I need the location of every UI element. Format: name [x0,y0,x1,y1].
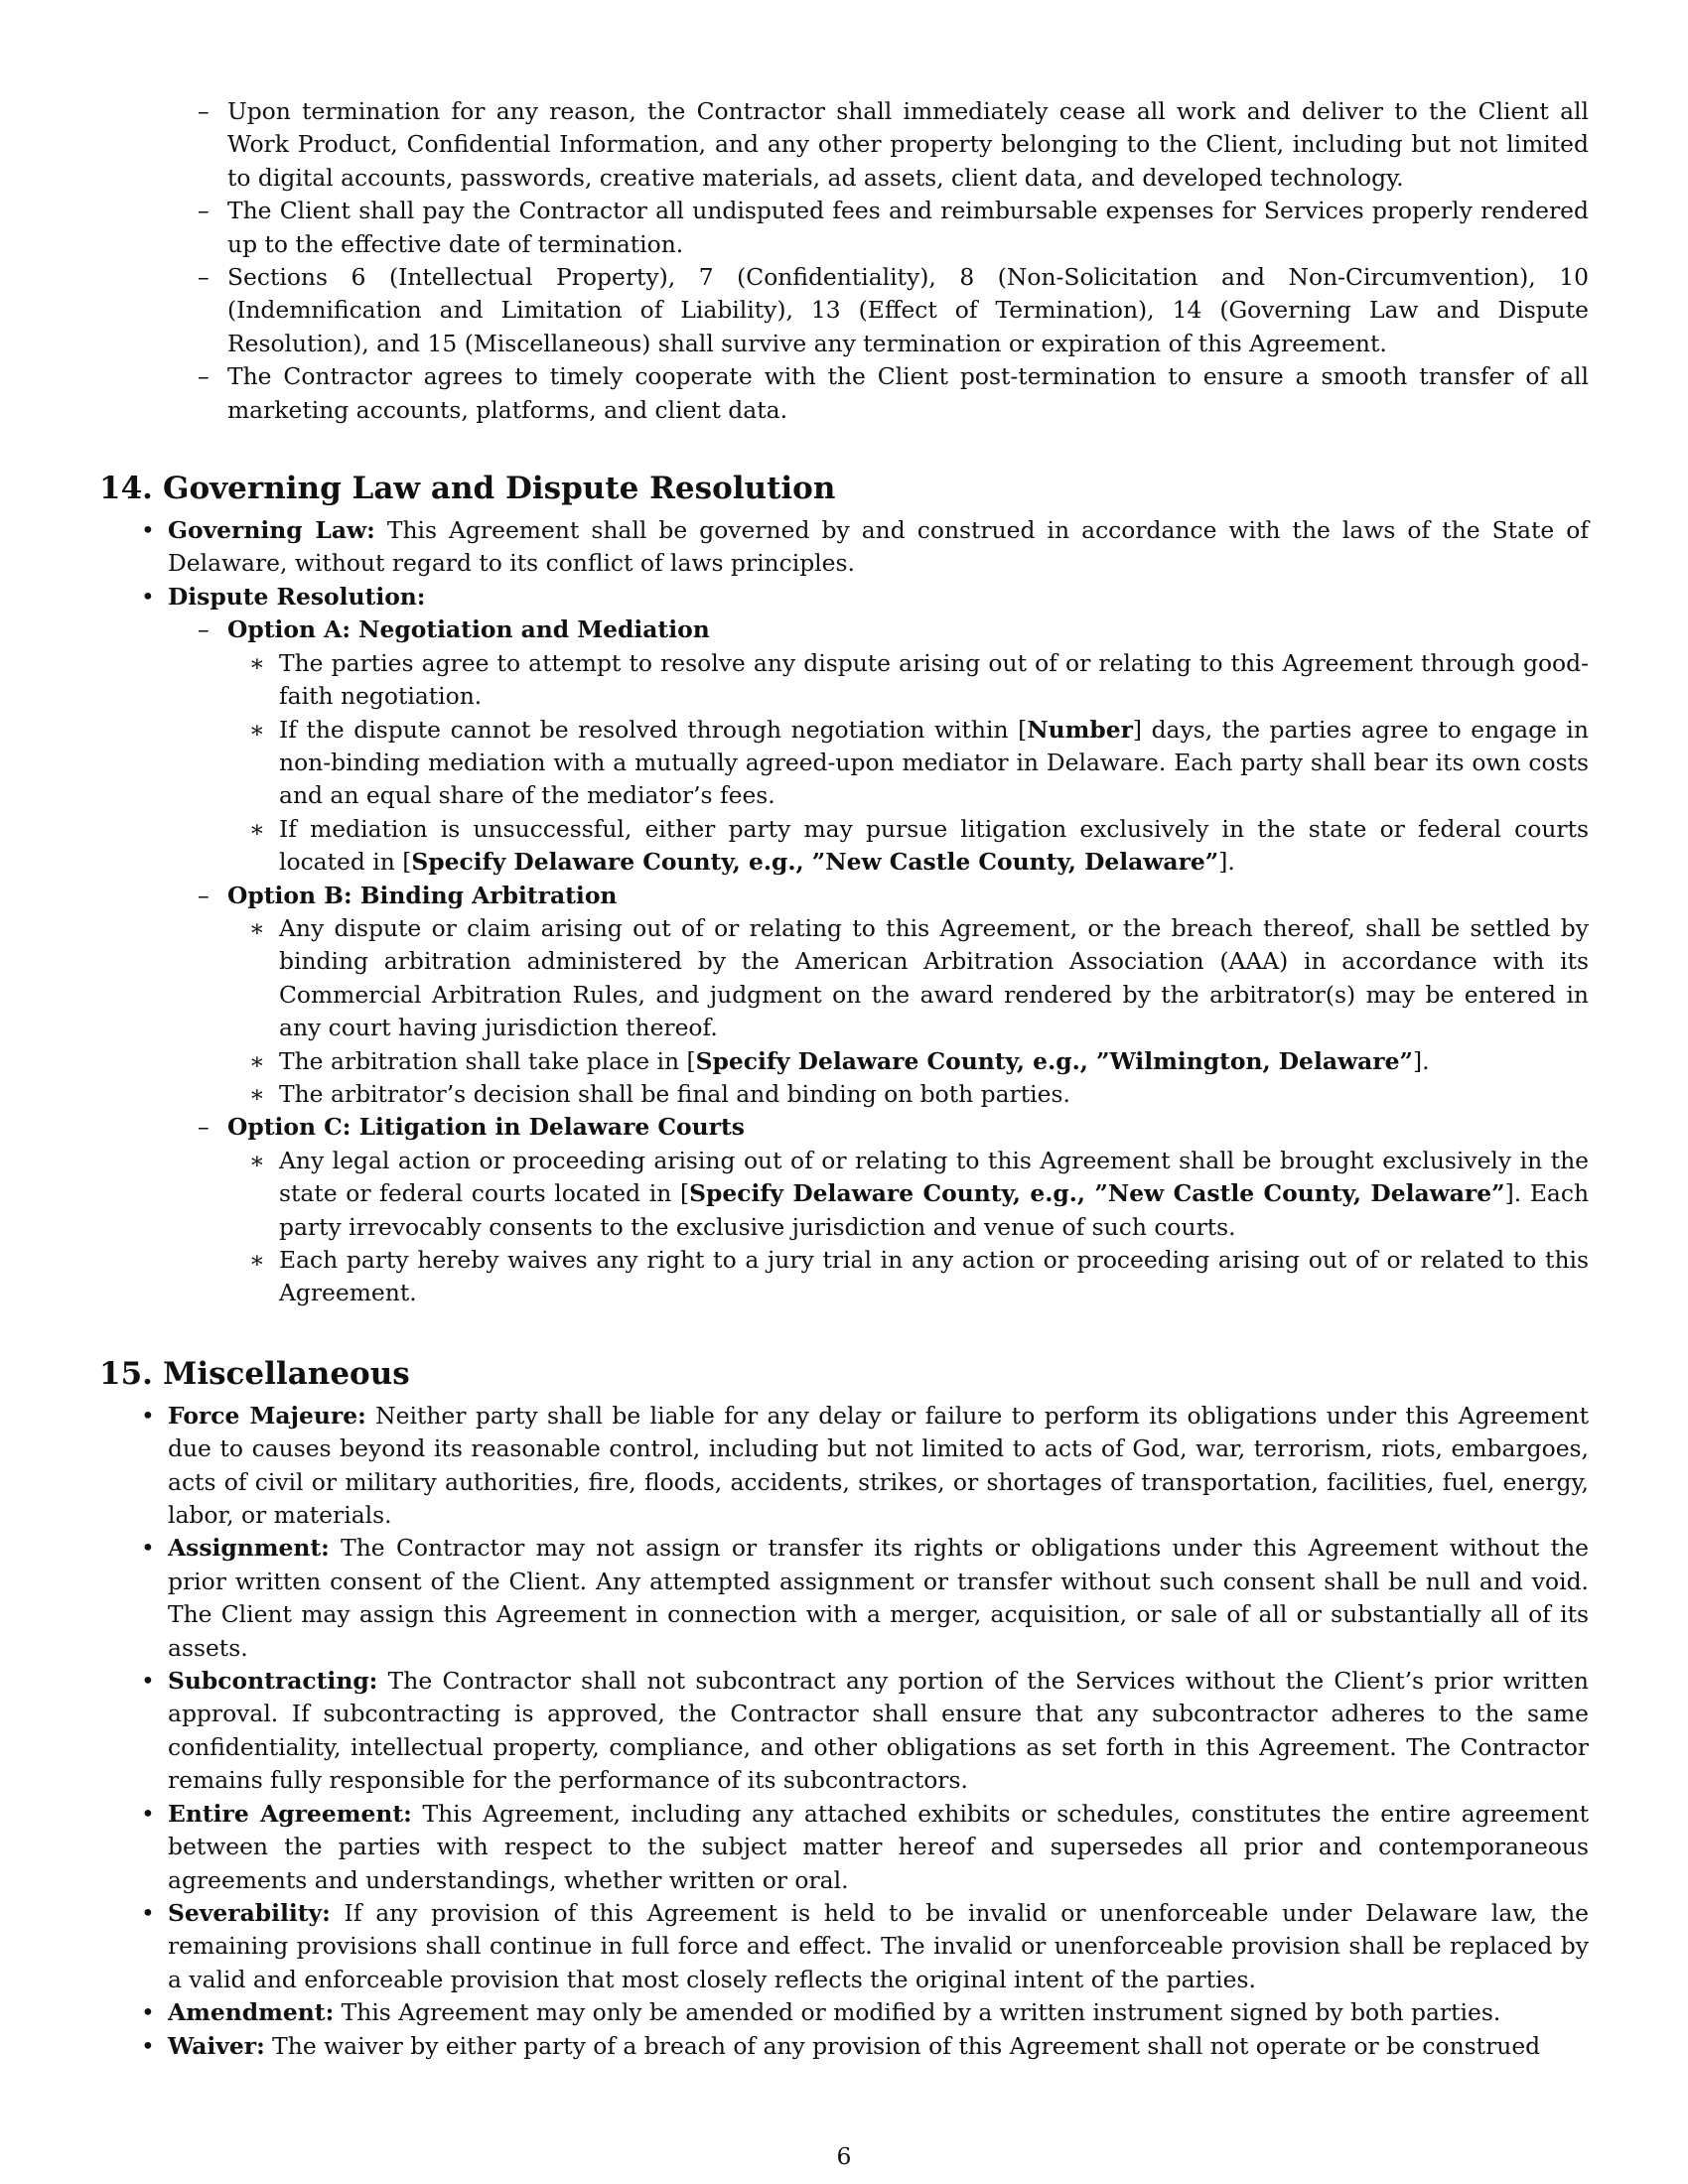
item-label: Governing Law: [168,516,375,545]
placeholder-number: Number [1027,715,1133,744]
section-14-list [99,514,1589,1310]
termination-list [99,95,1589,427]
item-text: The Contractor may not assign or transfer its rights or obligations under this Agreement without the prior written consent of the Client. Any attempted assignment or transfer without such consent shall be null and void. The Client may assign this Agreement in connection with a merger, acquisition, or sale of all or substantially all of its assets. [168,1534,1589,1662]
placeholder-county: Specify Delaware County, e.g., ”New Castle County, Delaware” [689,1179,1505,1208]
document-page [99,95,1589,2063]
option-a-item: ∗ If mediation is unsuccessful, either party may pursue litigation exclusively in the state or federal courts located in [Specify Delaware County, e.g., ”New Castle County, Delaware”]. [279,813,1589,880]
item-text: The Contractor shall not subcontract any portion of the Services without the Client’s prior written approval. If subcontracting is approved, the Contractor shall ensure that any subcontractor adheres to the same confidentiality, intellectual property, compliance, and other obligations as set forth in this Agreement. The Contractor remains fully responsible for the performance of its subcontractors. [168,1667,1589,1795]
item-label: Assignment: [168,1534,330,1563]
misc-item-amendment [168,1996,1589,2029]
termination-item: – The Client shall pay the Contractor all undisputed fees and reimbursable expenses for Services properly rendered up to the effective date of termination. [227,195,1589,261]
item-text: Neither party shall be liable for any delay or failure to perform its obligations under this Agreement due to causes beyond its reasonable control, including but not limited to acts of God, war, terrorism, riots, embargoes, acts of civil or military authorities, fire, floods, accidents, strikes, or shortages of transportation, facilities, fuel, energy, labor, or materials. [168,1401,1590,1530]
dispute-resolution-item [168,581,1589,614]
option-b-heading: – Option B: Binding Arbitration [227,880,1589,912]
option-a-heading: – Option A: Negotiation and Mediation [227,614,1589,646]
item-text: This Agreement, including any attached exhibits or schedules, constitutes the entire agreement between the parties with respect to the subject matter hereof and supersedes all prior and contemporaneous agreements and understandings, whether written or oral. [168,1799,1589,1894]
option-c-item: ∗ Any legal action or proceeding arising out of or relating to this Agreement shall be brought exclusively in the state or federal courts located in [Specify Delaware County, e.g., ”New Castle County, Delaware”]. Each party irrevocably consents to the exclusive jurisdiction and venue of such courts. [279,1145,1589,1244]
item-label: Subcontracting: [168,1667,378,1696]
section-number: 14. [99,471,153,507]
governing-law-item [168,514,1589,581]
item-text: If any provision of this Agreement is held to be invalid or unenforceable under Delaware law, the remaining provisions shall continue in full force and effect. The invalid or unenforceable provision shall be replaced by a valid and enforceable provision that most closely reflects the original intent of the parties. [168,1898,1590,1993]
misc-item-waiver [168,2030,1589,2063]
misc-item-force-majeure [168,1400,1589,1533]
section-15-list [99,1400,1589,2063]
item-label: Dispute Resolution: [168,582,426,611]
section-title: Governing Law and Dispute Resolution [163,471,836,507]
item-label: Severability: [168,1898,331,1927]
option-a-item: ∗ If the dispute cannot be resolved through negotiation within [Number] days, the parties agree to engage in non-binding mediation with a mutually agreed-upon mediator in Delaware. Each party shall bear its own costs and an equal share of the mediator’s fees. [279,714,1589,813]
item-text: This Agreement may only be amended or modified by a written instrument signed by both parties. [341,1998,1501,2027]
item-label: Entire Agreement: [168,1799,412,1828]
misc-item-severability [168,1897,1589,1996]
option-a-item: ∗ The parties agree to attempt to resolve any dispute arising out of or relating to this Agreement through good-faith negotiation. [279,647,1589,714]
item-text: The waiver by either party of a breach of any provision of this Agreement shall not operate or be construed [272,2031,1541,2060]
placeholder-county: Specify Delaware County, e.g., ”New Castle County, Delaware” [411,848,1219,877]
option-b-item: ∗ The arbitrator’s decision shall be final and binding on both parties. [279,1078,1589,1111]
option-b-item: ∗ The arbitration shall take place in [Specify Delaware County, e.g., ”Wilmington, Delaware”]. [279,1045,1589,1078]
section-title: Miscellaneous [163,1355,410,1392]
option-c-heading: – Option C: Litigation in Delaware Courts [227,1111,1589,1144]
misc-item-subcontracting [168,1665,1589,1798]
item-label: Amendment: [168,1998,335,2027]
item-label: Waiver: [168,2031,265,2060]
termination-item: – The Contractor agrees to timely cooperate with the Client post-termination to ensure a smooth transfer of all marketing accounts, platforms, and client data. [227,360,1589,427]
option-c-item: ∗ Each party hereby waives any right to a jury trial in any action or proceeding arising out of or related to this Agreement. [279,1244,1589,1310]
option-b-item: ∗ Any dispute or claim arising out of or relating to this Agreement, or the breach thereof, shall be settled by binding arbitration administered by the American Arbitration Association (AAA) in accordance with its Commercial Arbitration Rules, and judgment on the award rendered by the arbitrator(s) may be entered in any court having jurisdiction thereof. [279,912,1589,1045]
termination-item: – Upon termination for any reason, the Contractor shall immediately cease all work and deliver to the Client all Work Product, Confidential Information, and any other property belonging to the Client, including but not limited to digital accounts, passwords, creative materials, ad assets, client data, and developed technology. [227,95,1589,195]
item-label: Force Majeure: [168,1401,366,1430]
section-15-heading [99,1354,1589,1394]
section-14-heading [99,469,1589,508]
misc-item-entire-agreement [168,1798,1589,1897]
termination-item: – Sections 6 (Intellectual Property), 7 (Confidentiality), 8 (Non-Solicitation and Non-Circumvention), 10 (Indemnification and Limitation of Liability), 13 (Effect of Termination), 14 (Governing Law and Dispute Resolution), and 15 (Miscellaneous) shall survive any termination or expiration of this Agreement. [227,261,1589,360]
section-number: 15. [99,1355,153,1392]
misc-item-assignment [168,1532,1589,1665]
item-text: This Agreement shall be governed by and construed in accordance with the laws of the State of Delaware, without regard to its conflict of laws principles. [168,516,1589,578]
page-number: 6 [836,2142,852,2170]
placeholder-county: Specify Delaware County, e.g., ”Wilmington, Delaware” [695,1046,1413,1075]
